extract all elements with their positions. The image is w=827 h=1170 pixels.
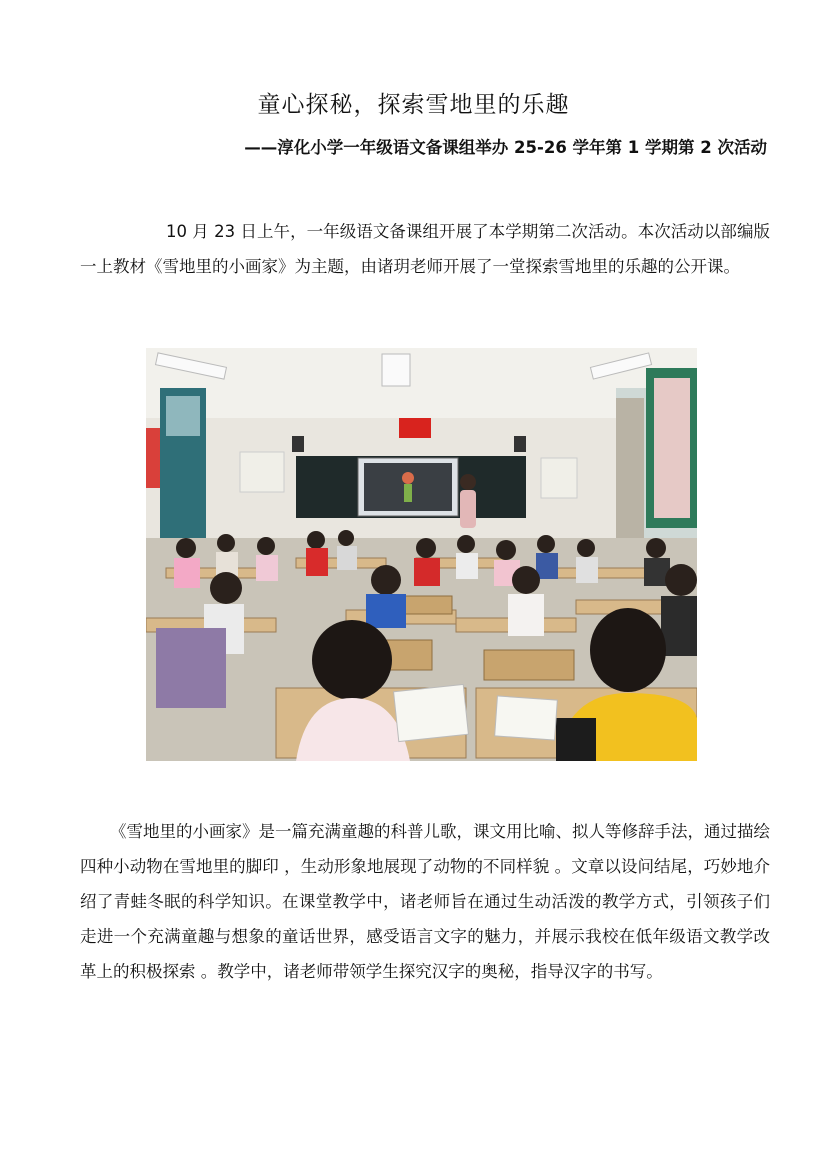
body-paragraph: 《雪地里的小画家》是一篇充满童趣的科普儿歌，课文用比喻、拟人等修辞手法，通过描绘四种小动物在雪地里的脚印 ，生动形象地展现了动物的不同样貌 。文章以设问结尾，巧妙地介绍了青蛙冬眠的科学知识。在课堂教学中，诸老师旨在通过生动活泼的教学方式，引领孩子们走进一个充满童趣与想象的童话世界，感受语言文字的魅力，并展示我校在低年级语文教学改革上的积极探索 。教学中，诸老师带领学生探究汉字的奥秘，指导汉字的书写。	[80, 822, 770, 981]
page-title: 童心探秘，探索雪地里的乐趣	[257, 92, 570, 118]
intro-paragraph: 10 月 23 日上午，一年级语文备课组开展了本学期第二次活动。本次活动以部编版一上教材《雪地里的小画家》为主题，由诸玥老师开展了一堂探索雪地里的乐趣的公开课。	[80, 222, 770, 276]
page-subtitle: ——淳化小学一年级语文备课组举办 25-26 学年第 1 学期第 2 次活动	[244, 138, 767, 157]
classroom-photo	[146, 348, 697, 761]
